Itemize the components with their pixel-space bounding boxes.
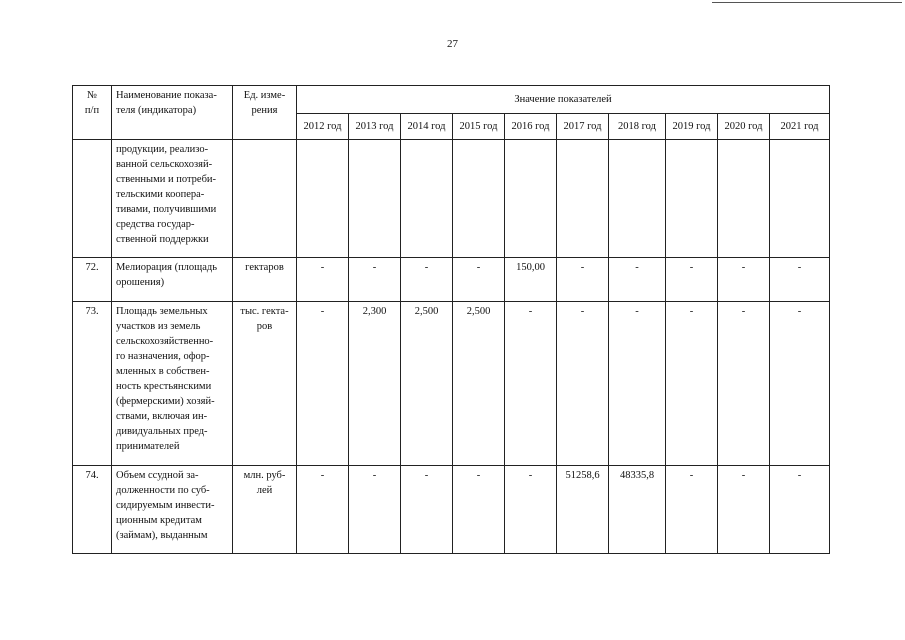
- row-value: -: [297, 302, 349, 466]
- row-value: [401, 140, 453, 258]
- row-value: [349, 140, 401, 258]
- header-year: 2017 год: [557, 114, 609, 140]
- row-name-line: Мелиорация (площадь: [116, 262, 218, 273]
- row-value: -: [297, 466, 349, 554]
- row-name-line: ственными и потреби-: [116, 174, 217, 185]
- row-value: -: [557, 302, 609, 466]
- row-name-line: продукции, реализо-: [116, 144, 209, 155]
- row-name-line: участков из земель: [116, 321, 201, 332]
- header-num: [73, 86, 112, 140]
- row-unit: [233, 140, 297, 258]
- row-name: [112, 258, 233, 302]
- row-name-line: средства государ-: [116, 219, 195, 230]
- row-value: 48335,8: [609, 466, 666, 554]
- row-value: [557, 140, 609, 258]
- indicators-table: [72, 85, 830, 554]
- row-value: -: [453, 466, 505, 554]
- header-year: 2019 год: [666, 114, 718, 140]
- row-name-line: орошения): [116, 277, 165, 288]
- row-value: 2,300: [349, 302, 401, 466]
- header-year: 2015 год: [453, 114, 505, 140]
- row-value: -: [557, 258, 609, 302]
- row-value: [505, 140, 557, 258]
- header-year: 2021 год: [770, 114, 830, 140]
- table-row: [73, 302, 830, 466]
- row-unit: [233, 258, 297, 302]
- row-name-line: тельскими коопера-: [116, 189, 205, 200]
- table-row: [73, 466, 830, 554]
- row-value: [453, 140, 505, 258]
- row-name: [112, 140, 233, 258]
- row-value: [770, 140, 830, 258]
- row-value: -: [666, 466, 718, 554]
- row-unit-line: гектаров: [245, 262, 284, 273]
- row-name-line: ствами, включая ин-: [116, 411, 208, 422]
- row-name-line: ственной поддержки: [116, 234, 209, 245]
- header-unit: [233, 86, 297, 140]
- row-unit-line: ров: [256, 321, 273, 332]
- row-name-line: ность крестьянскими: [116, 381, 212, 392]
- row-name-line: Площадь земельных: [116, 306, 208, 317]
- header-unit-line: Ед. изме-: [243, 90, 286, 101]
- row-name-line: ванной сельскохозяй-: [116, 159, 213, 170]
- row-number: 74.: [73, 466, 112, 554]
- header-year: 2016 год: [505, 114, 557, 140]
- header-year: 2013 год: [349, 114, 401, 140]
- row-value: [297, 140, 349, 258]
- page-number: 27: [447, 38, 458, 50]
- row-value: -: [297, 258, 349, 302]
- row-name-line: принимателей: [116, 441, 180, 452]
- row-name-line: (займам), выданным: [116, 530, 208, 541]
- header-num-line: п/п: [84, 105, 100, 116]
- row-unit-line: лей: [256, 485, 273, 496]
- header-year: 2012 год: [297, 114, 349, 140]
- row-value: -: [349, 466, 401, 554]
- header-name-line: теля (индикатора): [116, 105, 197, 116]
- row-name-line: дивидуальных пред-: [116, 426, 208, 437]
- row-value: -: [401, 466, 453, 554]
- row-value: 2,500: [453, 302, 505, 466]
- row-value: [609, 140, 666, 258]
- row-unit-line: млн. руб-: [243, 470, 286, 481]
- row-name-line: сельскохозяйственно-: [116, 336, 214, 347]
- row-unit: [233, 466, 297, 554]
- row-name-line: тивами, получившими: [116, 204, 217, 215]
- header-values-group: Значение показателей: [297, 86, 830, 114]
- row-value: -: [770, 258, 830, 302]
- row-name-line: Объем ссудной за-: [116, 470, 199, 481]
- row-value: -: [505, 466, 557, 554]
- row-value: -: [666, 302, 718, 466]
- row-value: -: [349, 258, 401, 302]
- header-unit-line: рения: [251, 105, 278, 116]
- row-value: -: [718, 302, 770, 466]
- row-value: -: [505, 302, 557, 466]
- row-value: -: [609, 302, 666, 466]
- row-value: [718, 140, 770, 258]
- row-value: -: [453, 258, 505, 302]
- header-name: [112, 86, 233, 140]
- table-row: [73, 258, 830, 302]
- row-value: -: [718, 258, 770, 302]
- header-year: 2018 год: [609, 114, 666, 140]
- row-value: -: [609, 258, 666, 302]
- row-name-line: долженности по суб-: [116, 485, 210, 496]
- header-name-line: Наименование показа-: [116, 90, 217, 101]
- row-value: -: [401, 258, 453, 302]
- row-value: -: [718, 466, 770, 554]
- row-name: [112, 466, 233, 554]
- row-number: 72.: [73, 258, 112, 302]
- row-unit: [233, 302, 297, 466]
- row-name-line: (фермерскими) хозяй-: [116, 396, 215, 407]
- row-value: -: [770, 302, 830, 466]
- header-num-line: №: [86, 90, 98, 101]
- row-value: [666, 140, 718, 258]
- table-row: [73, 140, 830, 258]
- top-rule: [712, 2, 902, 3]
- row-name-line: го назначения, офор-: [116, 351, 210, 362]
- header-year: 2020 год: [718, 114, 770, 140]
- row-value: -: [666, 258, 718, 302]
- row-number: [73, 140, 112, 258]
- row-name-line: ционным кредитам: [116, 515, 202, 526]
- row-name-line: сидируемым инвести-: [116, 500, 215, 511]
- header-year: 2014 год: [401, 114, 453, 140]
- row-value: 2,500: [401, 302, 453, 466]
- row-value: 150,00: [505, 258, 557, 302]
- row-name-line: мленных в собствен-: [116, 366, 210, 377]
- row-value: 51258,6: [557, 466, 609, 554]
- row-unit-line: тыс. гекта-: [240, 306, 289, 317]
- row-number: 73.: [73, 302, 112, 466]
- row-name: [112, 302, 233, 466]
- row-value: -: [770, 466, 830, 554]
